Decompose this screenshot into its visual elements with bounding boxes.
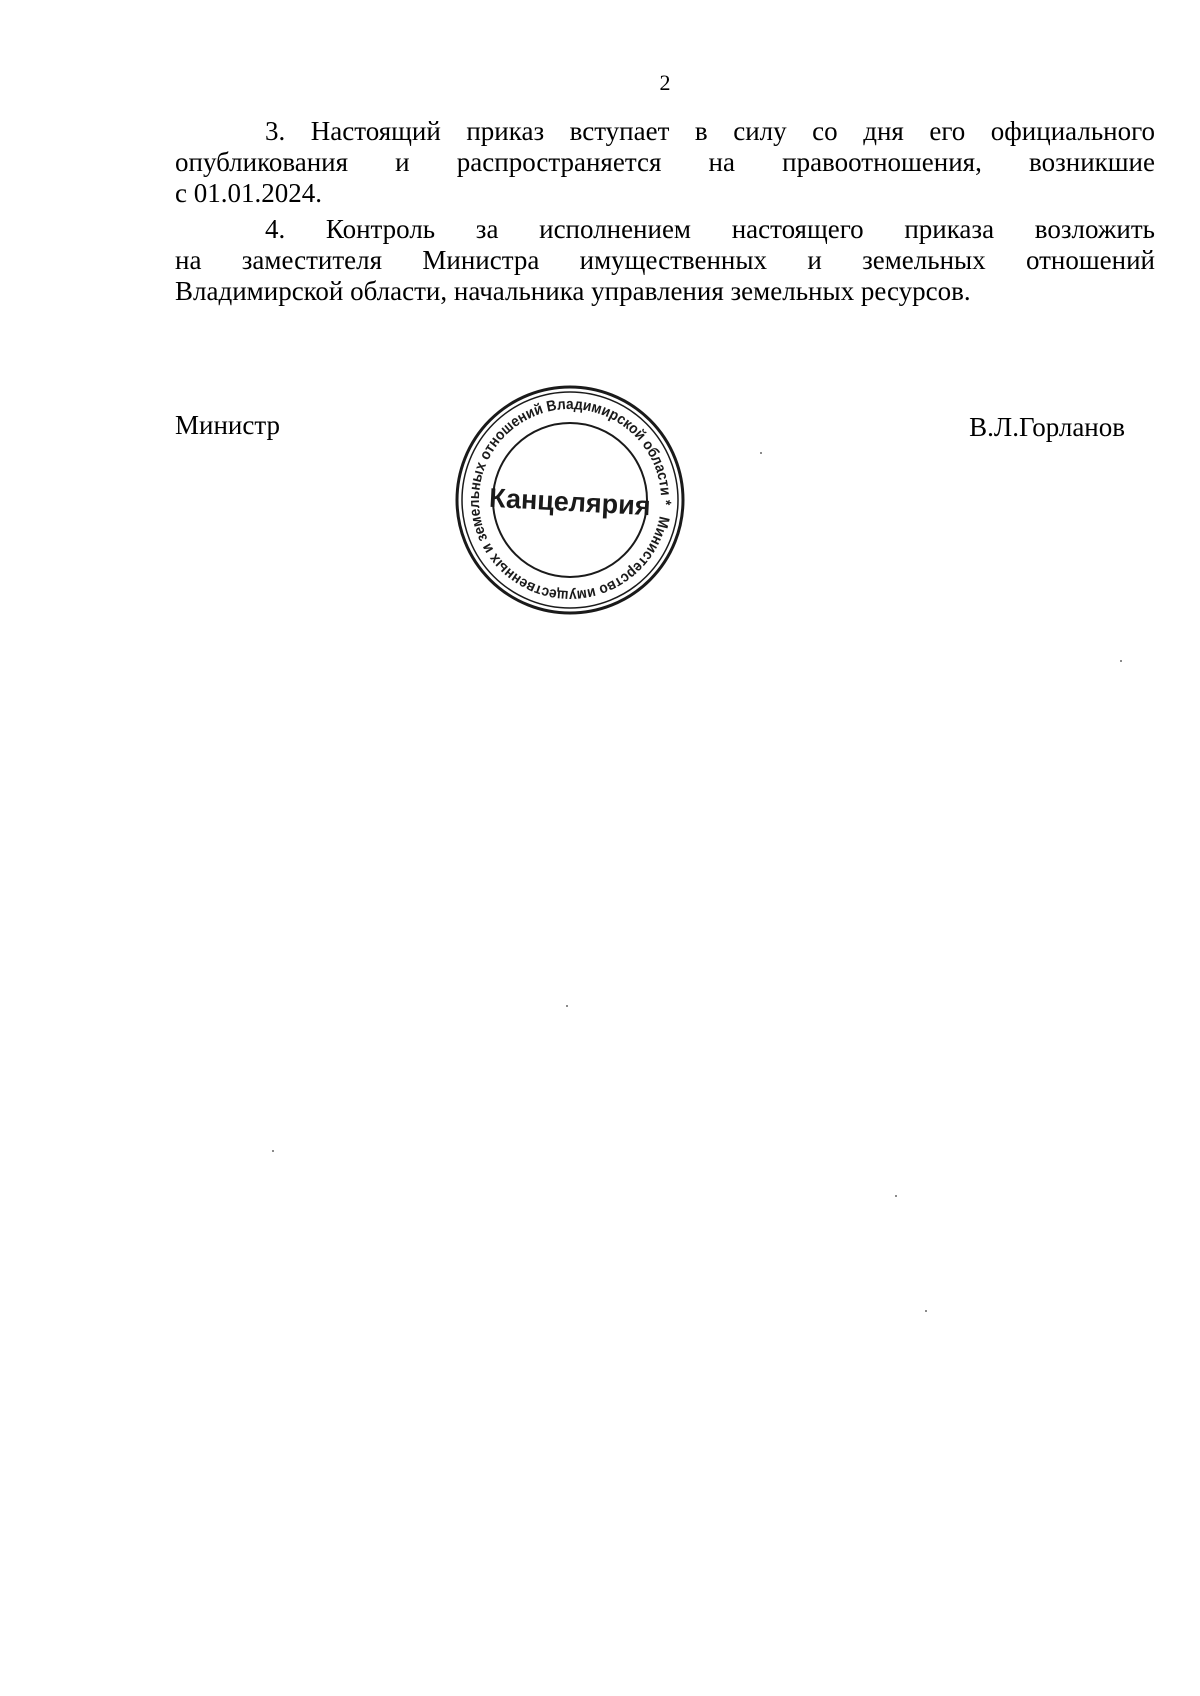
document-body (175, 116, 1155, 312)
stamp-ring-text: Министерство имущественных и земельных отношений Владимирской области * (465, 395, 675, 605)
scan-speck (760, 452, 762, 454)
paragraph-line: опубликования и распространяется на правоотношения, возникшие (175, 147, 1155, 177)
scan-speck (566, 1005, 568, 1007)
scan-speck (895, 1195, 897, 1197)
signatory-title: Министр (175, 410, 280, 440)
paragraph-line: с 01.01.2024. (175, 178, 322, 208)
paragraph-4 (175, 214, 1155, 307)
paragraph-3 (175, 116, 1155, 209)
page-number: 2 (659, 70, 671, 95)
stamp-center-text: Канцелярия (488, 482, 652, 522)
paragraph-line: Владимирской области, начальника управления земельных ресурсов. (175, 276, 971, 306)
paragraph-line: на заместителя Министра имущественных и земельных отношений (175, 245, 1155, 275)
scan-speck (925, 1310, 927, 1312)
paragraph-line: 3. Настоящий приказ вступает в силу со дня его официального (265, 116, 1155, 146)
signatory-name: В.Л.Горланов (969, 412, 1125, 442)
scan-speck (1120, 660, 1122, 662)
paragraph-line: 4. Контроль за исполнением настоящего приказа возложить (265, 214, 1155, 244)
official-stamp (450, 380, 690, 620)
scan-speck (272, 1150, 274, 1152)
